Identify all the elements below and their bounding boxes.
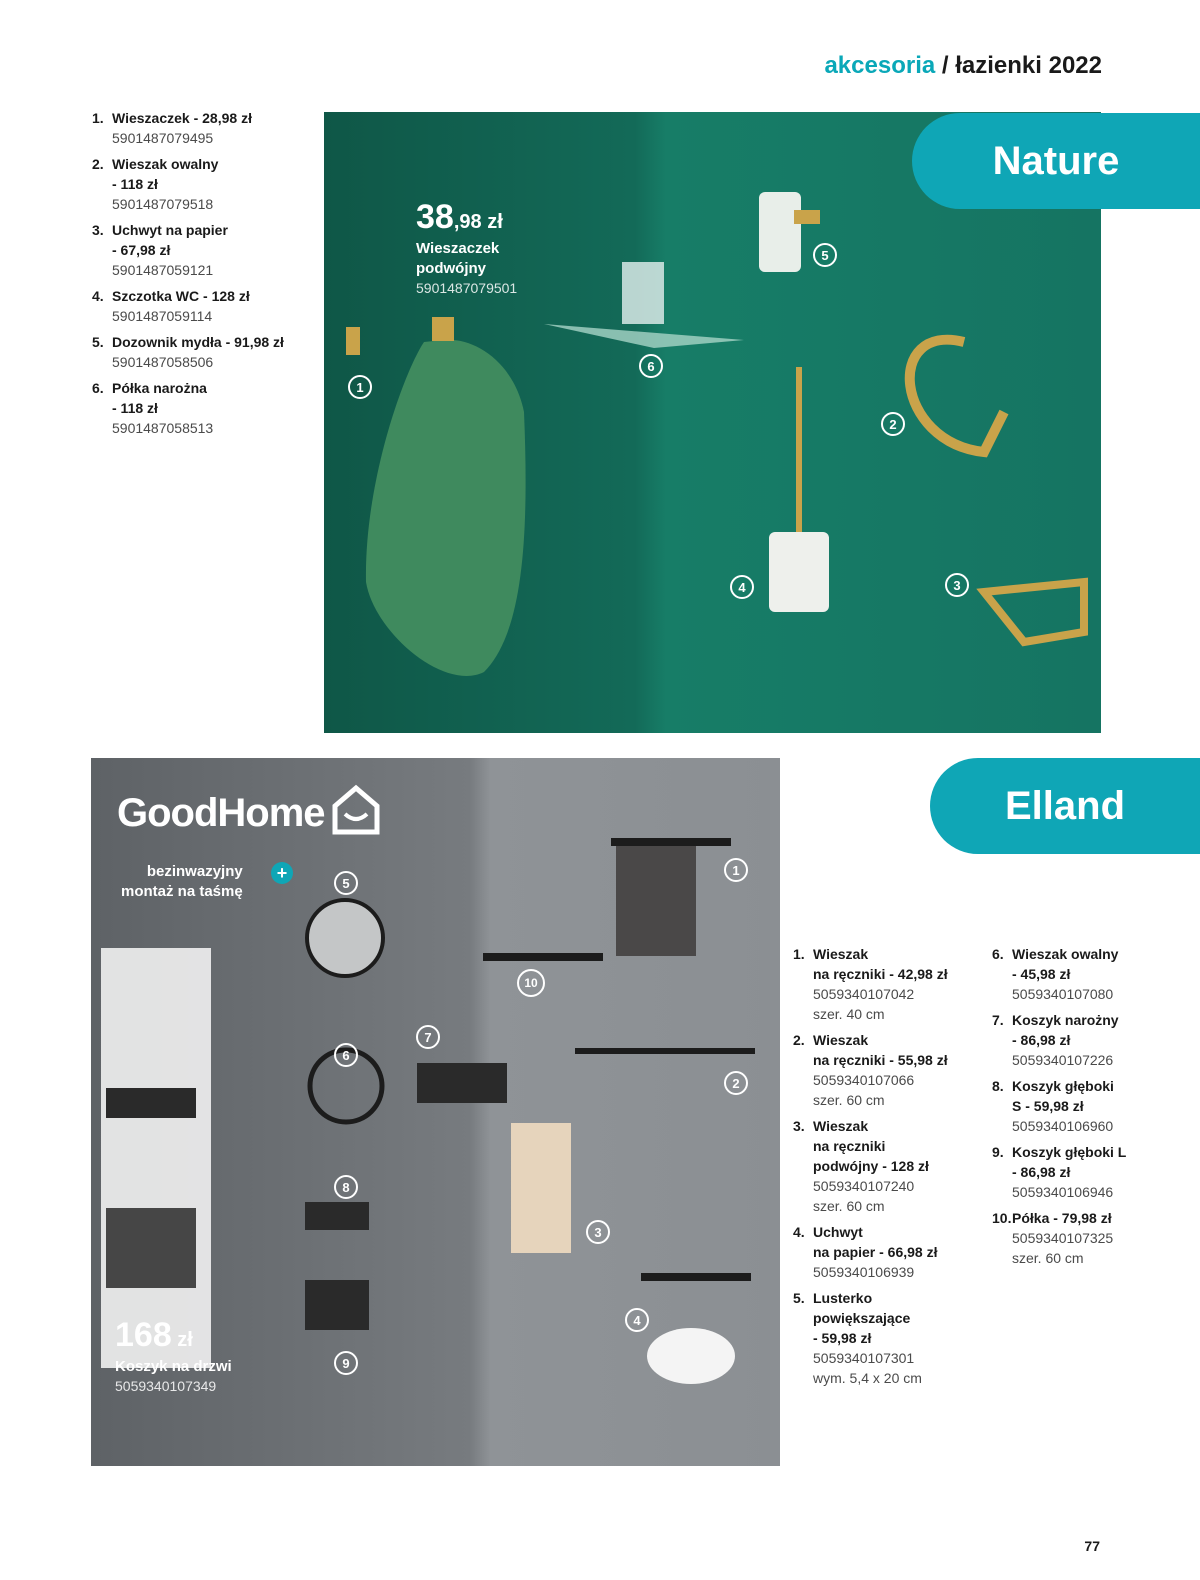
list-item-name: Wieszak owalny - 118 zł [112,156,219,192]
featured-code: 5901487079501 [416,280,518,296]
elland-badge-7: 7 [416,1025,440,1049]
list-item-number: 10. [992,1210,1012,1226]
badge-1: 1 [348,375,372,399]
wc-brush [796,367,802,547]
list-item-number: 4. [92,288,104,304]
featured-code-elland: 5059340107349 [115,1378,217,1394]
list-item-name: Półka narożna - 118 zł [112,380,207,416]
list-item-code: 5901487079495 [112,130,214,146]
list-item-code: 5059340107042 [813,986,915,1002]
list-item [92,108,322,148]
list-item-code: 5059340107240 [813,1178,915,1194]
list-item-number: 5. [793,1290,805,1306]
elland-badge-5: 5 [334,871,358,895]
featured-label-elland: Koszyk na drzwi [115,1358,232,1375]
list-item-name: Dozownik mydła - 91,98 zł [112,334,284,350]
badge-5: 5 [813,243,837,267]
soap-dispenser [759,192,801,272]
list-item-name: Koszyk narożny - 86,98 zł [1012,1012,1119,1048]
list-item-name: Wieszak na ręczniki - 55,98 zł [813,1032,948,1068]
list-item-number: 6. [92,380,104,396]
featured-label: Wieszaczek podwójny [416,240,500,277]
list-item-name: Uchwyt na papier - 67,98 zł [112,222,228,258]
elland-product-list-2 [992,944,1162,1274]
list-item-number: 3. [793,1118,805,1134]
list-item-code: 5901487058513 [112,420,214,436]
header-separator: / [941,52,949,79]
single-hook [346,327,360,355]
list-item [992,1208,1162,1268]
nature-product-list [92,108,322,444]
list-item [992,1142,1162,1202]
wc-brush-holder [769,532,829,612]
tag-nature: Nature [912,113,1200,209]
list-item [793,1030,988,1110]
page-number: 77 [1084,1538,1100,1554]
list-item-number: 2. [793,1032,805,1048]
list-item-number: 1. [793,946,805,962]
badge-4: 4 [730,575,754,599]
list-item-code: 5901487059121 [112,262,214,278]
list-item-code: 5059340107226 [1012,1052,1114,1068]
list-item-code: 5901487079518 [112,196,214,212]
list-item-name: Uchwyt na papier - 66,98 zł [813,1224,938,1260]
promo-line-1: bezinwazyjny [146,863,243,880]
list-item [793,1222,988,1282]
featured-price: 38,98 zł [416,198,503,236]
list-item-name: Wieszak na ręczniki podwójny - 128 zł [813,1118,929,1174]
elland-badge-2: 2 [724,1071,748,1095]
list-item-name: Koszyk głęboki S - 59,98 zł [1012,1078,1114,1114]
list-item-code: 5901487059114 [112,308,213,324]
elland-badge-6: 6 [334,1043,358,1067]
elland-badge-9: 9 [334,1351,358,1375]
house-smile-icon [331,784,381,836]
list-item-code: 5059340106939 [813,1264,915,1280]
list-item-name: Wieszak na ręczniki - 42,98 zł [813,946,948,982]
list-item-number: 3. [92,222,104,238]
oval-hanger [910,340,1004,452]
list-item [92,378,322,438]
list-item-number: 9. [992,1144,1004,1160]
list-item-name: Lusterko powiększające - 59,98 zł [813,1290,911,1346]
list-item [92,220,322,280]
brand-logo [117,784,381,836]
promo-text [121,862,243,902]
plus-icon: + [271,862,293,884]
page-header [824,52,1102,80]
elland-product-list-1 [793,944,988,1394]
badge-6: 6 [639,354,663,378]
door-basket [106,1088,196,1118]
list-item-extra: szer. 60 cm [813,1198,885,1214]
list-item-number: 4. [793,1224,805,1240]
list-item-code: 5059340106960 [1012,1118,1114,1134]
list-item [793,944,988,1024]
list-item-name: Półka - 79,98 zł [1012,1210,1112,1226]
elland-badge-4: 4 [625,1308,649,1332]
list-item-extra: szer. 60 cm [813,1092,885,1108]
list-item-code: 5059340107301 [813,1350,915,1366]
list-item-code: 5059340107325 [1012,1230,1114,1246]
featured-price-elland: 168 zł [115,1316,193,1354]
list-item-number: 6. [992,946,1004,962]
corner-basket [417,1063,507,1103]
elland-badge-3: 3 [586,1220,610,1244]
shelf [483,953,603,961]
list-item-code: 5059340107080 [1012,986,1114,1002]
list-item-code: 5901487058506 [112,354,214,370]
towel-dark [616,846,696,956]
towel-rail-40 [611,838,731,846]
header-category: akcesoria [824,52,936,79]
paper-holder [984,582,1084,642]
tag-elland: Elland [930,758,1200,854]
list-item [793,1288,988,1388]
list-item-name: Koszyk głęboki L - 86,98 zł [1012,1144,1127,1180]
list-item-number: 5. [92,334,104,350]
list-item [992,1010,1162,1070]
brand-name: GoodHome [117,791,325,835]
list-item [992,1076,1162,1136]
list-item-number: 7. [992,1012,1004,1028]
elland-badge-10: 10 [517,969,545,997]
list-item-number: 1. [92,110,104,126]
double-hook [432,317,454,341]
list-item [992,944,1162,1004]
list-item-code: 5059340106946 [1012,1184,1114,1200]
header-title: łazienki 2022 [955,52,1102,79]
paper-holder [641,1273,751,1281]
list-item [92,154,322,214]
featured-price-block [416,200,517,297]
list-item [92,286,322,326]
deep-basket-l [305,1280,369,1330]
list-item [92,332,322,372]
list-item-name: Wieszaczek - 28,98 zł [112,110,252,126]
list-item [793,1116,988,1216]
magnifying-mirror [307,900,383,976]
promo-line-2: montaż na taśmę [121,883,243,900]
list-item-code: 5059340107066 [813,1072,915,1088]
list-item-name: Szczotka WC - 128 zł [112,288,250,304]
deep-basket-s [305,1202,369,1230]
list-item-number: 2. [92,156,104,172]
badge-2: 2 [881,412,905,436]
featured-price-block-elland [115,1318,232,1395]
badge-3: 3 [945,573,969,597]
elland-badge-8: 8 [334,1175,358,1199]
list-item-number: 8. [992,1078,1004,1094]
list-item-extra: szer. 40 cm [813,1006,885,1022]
elland-product-photo [91,758,780,1466]
glass-cup [622,262,664,324]
towel-beige [511,1123,571,1253]
elland-badge-1: 1 [724,858,748,882]
list-item-extra: wym. 5,4 x 20 cm [813,1370,922,1386]
towel-rail-60 [575,1048,755,1054]
towel [366,340,526,676]
corner-shelf [544,324,744,348]
list-item-extra: szer. 60 cm [1012,1250,1084,1266]
list-item-name: Wieszak owalny - 45,98 zł [1012,946,1119,982]
